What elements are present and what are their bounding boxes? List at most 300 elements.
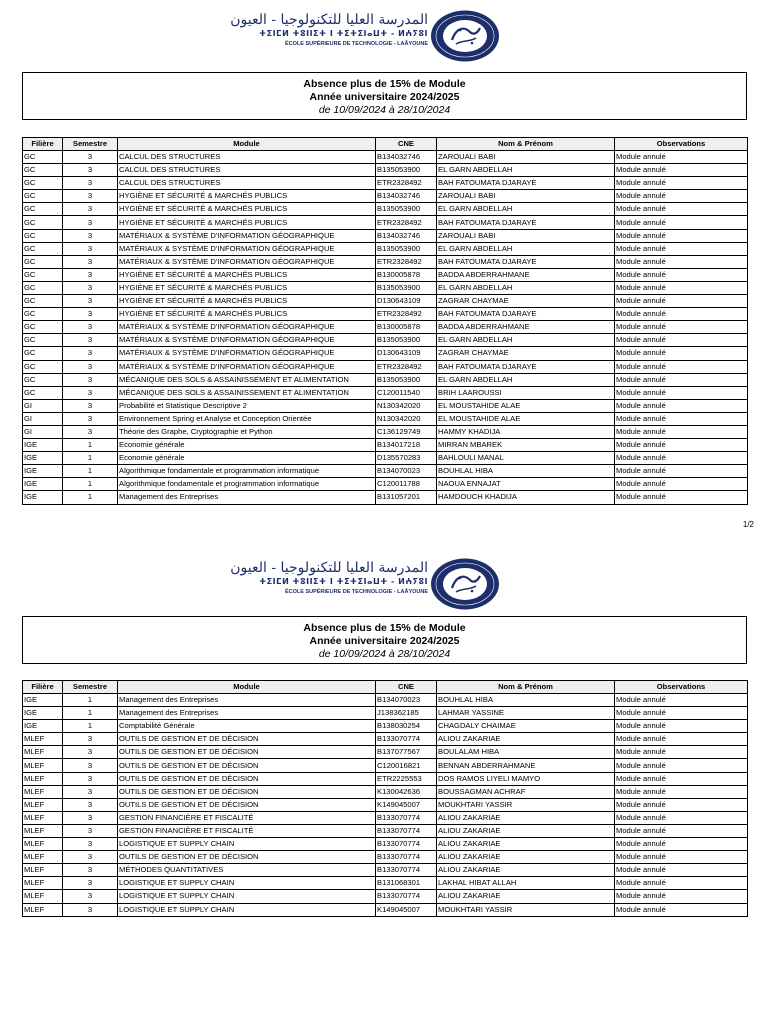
col-header-cne: CNE [376,681,437,694]
cell-nom-prenom: MOUKHTARI YASSIR [437,798,615,811]
cell-module: Algorithmique fondamentale et programmation informatique [118,465,376,478]
cell-module: MATÉRIAUX & SYSTÈME D'INFORMATION GÉOGRAPHIQUE [118,347,376,360]
cell-filiere: MLEF [23,890,63,903]
cell-nom-prenom: BENNAN ABDERRAHMANE [437,759,615,772]
university-seal-icon [430,10,500,62]
cell-nom-prenom: BADDA ABDERRAHMANE [437,268,615,281]
cell-nom-prenom: DOS RAMOS LIYELI MAMYO [437,772,615,785]
table-row [23,720,748,733]
cell-module: MATÉRIAUX & SYSTÈME D'INFORMATION GÉOGRAPHIQUE [118,255,376,268]
cell-module: LOGISTIQUE ET SUPPLY CHAIN [118,838,376,851]
cell-cne: B134032746 [376,151,437,164]
cell-semestre: 3 [63,164,118,177]
cell-observations: Module annulé [615,203,748,216]
cell-nom-prenom: BAHLOULI MANAL [437,452,615,465]
cell-semestre: 3 [63,811,118,824]
table-row [23,151,748,164]
table-row [23,334,748,347]
cell-observations: Module annulé [615,386,748,399]
cell-module: HYGIÈNE ET SÉCURITÉ & MARCHÉS PUBLICS [118,281,376,294]
cell-observations: Module annulé [615,216,748,229]
cell-module: CALCUL DES STRUCTURES [118,164,376,177]
cell-module: CALCUL DES STRUCTURES [118,151,376,164]
cell-semestre: 3 [63,785,118,798]
cell-nom-prenom: ALIOU ZAKARIAE [437,851,615,864]
cell-module: HYGIÈNE ET SÉCURITÉ & MARCHÉS PUBLICS [118,308,376,321]
cell-cne: B133070774 [376,838,437,851]
cell-cne: K149045007 [376,903,437,916]
col-header-module: Module [118,138,376,151]
cell-nom-prenom: EL MOUSTAHIDE ALAE [437,399,615,412]
cell-cne: B138030254 [376,720,437,733]
cell-cne: ETR2225553 [376,772,437,785]
table-row [23,268,748,281]
cell-semestre: 3 [63,229,118,242]
cell-module: HYGIÈNE ET SÉCURITÉ & MARCHÉS PUBLICS [118,190,376,203]
cell-nom-prenom: LAKHAL HIBAT ALLAH [437,877,615,890]
cell-nom-prenom: ALIOU ZAKARIAE [437,890,615,903]
table-row [23,373,748,386]
cell-filiere: GC [23,151,63,164]
school-name-french: ÉCOLE SUPÉRIEURE DE TECHNOLOGIE - LAÂYOUNE [284,589,428,595]
cell-nom-prenom: HAMMY KHADIJA [437,425,615,438]
cell-nom-prenom: NAOUA ENNAJAT [437,478,615,491]
cell-module: GESTION FINANCIÈRE ET FISCALITÉ [118,811,376,824]
absence-table-page-1 [22,137,748,505]
cell-module: LOGISTIQUE ET SUPPLY CHAIN [118,903,376,916]
cell-module: Economie générale [118,439,376,452]
cell-filiere: IGE [23,707,63,720]
cell-module: Management des Entreprises [118,694,376,707]
cell-cne: C120011788 [376,478,437,491]
cell-module: HYGIÈNE ET SÉCURITÉ & MARCHÉS PUBLICS [118,216,376,229]
cell-observations: Module annulé [615,811,748,824]
cell-module: OUTILS DE GESTION ET DE DÉCISION [118,772,376,785]
cell-nom-prenom: EL MOUSTAHIDE ALAE [437,412,615,425]
cell-module: Environnement Spring et Analyse et Conception Orientée [118,412,376,425]
school-name-french: ÉCOLE SUPÉRIEURE DE TECHNOLOGIE - LAÂYOUNE [284,41,428,47]
report-title-box [22,616,747,664]
cell-nom-prenom: CHAGDALY CHAIMAE [437,720,615,733]
cell-filiere: GC [23,268,63,281]
cell-semestre: 3 [63,347,118,360]
cell-module: HYGIÈNE ET SÉCURITÉ & MARCHÉS PUBLICS [118,268,376,281]
cell-nom-prenom: BRIH LAAROUSSI [437,386,615,399]
cell-cne: B134070023 [376,465,437,478]
cell-filiere: IGE [23,452,63,465]
cell-cne: C120011540 [376,386,437,399]
cell-semestre: 1 [63,452,118,465]
cell-semestre: 3 [63,242,118,255]
cell-observations: Module annulé [615,733,748,746]
cell-cne: C120016821 [376,759,437,772]
cell-semestre: 3 [63,772,118,785]
col-header-filiere: Filière [23,138,63,151]
cell-cne: B135053900 [376,203,437,216]
cell-observations: Module annulé [615,864,748,877]
cell-filiere: MLEF [23,824,63,837]
cell-nom-prenom: EL GARN ABDELLAH [437,164,615,177]
cell-semestre: 3 [63,890,118,903]
table-row [23,733,748,746]
cell-observations: Module annulé [615,295,748,308]
cell-module: Probabilité et Statistique Descriptive 2 [118,399,376,412]
cell-observations: Module annulé [615,465,748,478]
table-row [23,281,748,294]
cell-module: LOGISTIQUE ET SUPPLY CHAIN [118,877,376,890]
table-row [23,308,748,321]
table-row [23,439,748,452]
cell-module: LOGISTIQUE ET SUPPLY CHAIN [118,890,376,903]
cell-observations: Module annulé [615,478,748,491]
table-row [23,425,748,438]
cell-observations: Module annulé [615,707,748,720]
cell-nom-prenom: ZAGRAR CHAYMAE [437,347,615,360]
cell-nom-prenom: BOUSSAGMAN ACHRAF [437,785,615,798]
cell-observations: Module annulé [615,838,748,851]
cell-semestre: 3 [63,877,118,890]
cell-observations: Module annulé [615,190,748,203]
cell-module: MATÉRIAUX & SYSTÈME D'INFORMATION GÉOGRAPHIQUE [118,242,376,255]
table-row [23,694,748,707]
table-row [23,203,748,216]
cell-cne: B135053900 [376,334,437,347]
cell-observations: Module annulé [615,824,748,837]
cell-cne: B134032746 [376,229,437,242]
cell-cne: ETR2328492 [376,360,437,373]
cell-module: MÉCANIQUE DES SOLS & ASSAINISSEMENT ET ALIMENTATION [118,386,376,399]
cell-cne: B131068301 [376,877,437,890]
cell-nom-prenom: MIRRAN MBAREK [437,439,615,452]
cell-filiere: MLEF [23,733,63,746]
cell-module: OUTILS DE GESTION ET DE DÉCISION [118,733,376,746]
col-header-nom: Nom & Prénom [437,681,615,694]
cell-cne: B135053900 [376,164,437,177]
cell-observations: Module annulé [615,694,748,707]
cell-observations: Module annulé [615,903,748,916]
table-row [23,242,748,255]
cell-semestre: 3 [63,216,118,229]
col-header-module: Module [118,681,376,694]
cell-cne: K130042636 [376,785,437,798]
cell-filiere: GC [23,360,63,373]
col-header-filiere: Filière [23,681,63,694]
cell-semestre: 3 [63,177,118,190]
cell-filiere: MLEF [23,811,63,824]
cell-semestre: 3 [63,151,118,164]
cell-observations: Module annulé [615,491,748,504]
cell-observations: Module annulé [615,164,748,177]
col-header-observations: Observations [615,138,748,151]
table-row [23,811,748,824]
cell-filiere: IGE [23,491,63,504]
cell-semestre: 3 [63,308,118,321]
cell-semestre: 3 [63,824,118,837]
cell-cne: D135570283 [376,452,437,465]
cell-cne: B137077567 [376,746,437,759]
cell-filiere: IGE [23,465,63,478]
school-name-tifinagh: ⵜⵉⵏⵎⵍ ⵜⵓⵏⵏⵉⵜ ⵏ ⵜⵉⵜⵉⵏⴰⵡⵜ - ⵍⵄⵢⵓⵏ [259,29,428,38]
cell-observations: Module annulé [615,798,748,811]
cell-cne: B133070774 [376,824,437,837]
table-row [23,824,748,837]
cell-observations: Module annulé [615,373,748,386]
cell-filiere: GC [23,177,63,190]
cell-observations: Module annulé [615,255,748,268]
cell-observations: Module annulé [615,399,748,412]
cell-filiere: MLEF [23,903,63,916]
cell-filiere: MLEF [23,746,63,759]
cell-module: GESTION FINANCIÈRE ET FISCALITÉ [118,824,376,837]
cell-filiere: MLEF [23,864,63,877]
cell-semestre: 1 [63,465,118,478]
table-row [23,465,748,478]
cell-cne: B135053900 [376,242,437,255]
table-row [23,877,748,890]
cell-filiere: MLEF [23,759,63,772]
cell-filiere: GC [23,255,63,268]
cell-observations: Module annulé [615,439,748,452]
cell-nom-prenom: BAH FATOUMATA DJARAYE [437,255,615,268]
cell-semestre: 3 [63,798,118,811]
cell-module: OUTILS DE GESTION ET DE DÉCISION [118,798,376,811]
cell-observations: Module annulé [615,321,748,334]
table-row [23,295,748,308]
cell-semestre: 3 [63,746,118,759]
cell-semestre: 1 [63,439,118,452]
table-row [23,785,748,798]
report-title-box [22,72,747,120]
cell-observations: Module annulé [615,851,748,864]
cell-observations: Module annulé [615,177,748,190]
table-row [23,321,748,334]
cell-module: OUTILS DE GESTION ET DE DÉCISION [118,785,376,798]
cell-filiere: GC [23,321,63,334]
table-row [23,386,748,399]
cell-module: MATÉRIAUX & SYSTÈME D'INFORMATION GÉOGRAPHIQUE [118,360,376,373]
cell-module: Management des Entreprises [118,491,376,504]
absence-table-page-2 [22,680,748,917]
cell-nom-prenom: EL GARN ABDELLAH [437,373,615,386]
cell-cne: B134070023 [376,694,437,707]
cell-module: MATÉRIAUX & SYSTÈME D'INFORMATION GÉOGRAPHIQUE [118,229,376,242]
cell-filiere: MLEF [23,851,63,864]
cell-observations: Module annulé [615,746,748,759]
cell-nom-prenom: BAH FATOUMATA DJARAYE [437,360,615,373]
table-header-row [23,681,748,694]
cell-module: Algorithmique fondamentale et programmation informatique [118,478,376,491]
cell-semestre: 1 [63,707,118,720]
table-row [23,491,748,504]
cell-semestre: 1 [63,694,118,707]
cell-nom-prenom: BOUHLAL HIBA [437,465,615,478]
cell-semestre: 3 [63,255,118,268]
cell-nom-prenom: BAH FATOUMATA DJARAYE [437,308,615,321]
cell-module: Comptabilité Générale [118,720,376,733]
table-row [23,452,748,465]
cell-module: CALCUL DES STRUCTURES [118,177,376,190]
cell-filiere: GC [23,203,63,216]
cell-nom-prenom: BAH FATOUMATA DJARAYE [437,216,615,229]
cell-module: MÉTHODES QUANTITATIVES [118,864,376,877]
cell-filiere: IGE [23,720,63,733]
cell-cne: B135053900 [376,373,437,386]
cell-semestre: 1 [63,491,118,504]
school-name-tifinagh: ⵜⵉⵏⵎⵍ ⵜⵓⵏⵏⵉⵜ ⵏ ⵜⵉⵜⵉⵏⴰⵡⵜ - ⵍⵄⵢⵓⵏ [259,577,428,586]
cell-semestre: 3 [63,733,118,746]
cell-cne: B133070774 [376,733,437,746]
table-row [23,890,748,903]
cell-semestre: 3 [63,321,118,334]
cell-semestre: 3 [63,373,118,386]
cell-filiere: MLEF [23,785,63,798]
document-page-2 [0,548,768,1024]
cell-nom-prenom: BAH FATOUMATA DJARAYE [437,177,615,190]
cell-module: HYGIÈNE ET SÉCURITÉ & MARCHÉS PUBLICS [118,295,376,308]
table-row [23,478,748,491]
cell-observations: Module annulé [615,308,748,321]
school-logo [230,558,500,610]
col-header-semestre: Semestre [63,138,118,151]
cell-nom-prenom: BOUHLAL HIBA [437,694,615,707]
cell-filiere: GC [23,229,63,242]
cell-observations: Module annulé [615,334,748,347]
school-name-arabic: المدرسة العليا للتكنولوجيا - العيون [230,12,428,28]
cell-nom-prenom: LAHMAR YASSINE [437,707,615,720]
cell-semestre: 3 [63,386,118,399]
table-row [23,164,748,177]
table-row [23,772,748,785]
cell-nom-prenom: BADDA ABDERRAHMANE [437,321,615,334]
cell-filiere: GC [23,164,63,177]
cell-semestre: 3 [63,864,118,877]
cell-semestre: 3 [63,295,118,308]
cell-filiere: MLEF [23,838,63,851]
table-row [23,216,748,229]
cell-filiere: GC [23,281,63,294]
cell-cne: B133070774 [376,851,437,864]
cell-cne: D130643109 [376,295,437,308]
table-row [23,360,748,373]
page-number: 1/2 [742,520,754,529]
table-row [23,746,748,759]
cell-module: OUTILS DE GESTION ET DE DÉCISION [118,851,376,864]
cell-nom-prenom: MOUKHTARI YASSIR [437,903,615,916]
cell-cne: B134017218 [376,439,437,452]
cell-cne: ETR2328492 [376,216,437,229]
cell-module: HYGIÈNE ET SÉCURITÉ & MARCHÉS PUBLICS [118,203,376,216]
cell-cne: B135053900 [376,281,437,294]
table-row [23,399,748,412]
cell-nom-prenom: EL GARN ABDELLAH [437,242,615,255]
cell-module: OUTILS DE GESTION ET DE DÉCISION [118,746,376,759]
cell-filiere: GC [23,216,63,229]
cell-nom-prenom: ZAROUALI BABI [437,151,615,164]
cell-semestre: 3 [63,360,118,373]
cell-cne: ETR2328492 [376,255,437,268]
table-row [23,707,748,720]
cell-filiere: IGE [23,694,63,707]
table-row [23,347,748,360]
table-row [23,864,748,877]
col-header-cne: CNE [376,138,437,151]
cell-nom-prenom: ZAGRAR CHAYMAE [437,295,615,308]
cell-nom-prenom: EL GARN ABDELLAH [437,334,615,347]
cell-filiere: GI [23,399,63,412]
cell-cne: B133070774 [376,890,437,903]
col-header-semestre: Semestre [63,681,118,694]
cell-filiere: GC [23,334,63,347]
cell-observations: Module annulé [615,425,748,438]
cell-cne: ETR2328492 [376,177,437,190]
cell-cne: N130342020 [376,412,437,425]
cell-nom-prenom: EL GARN ABDELLAH [437,203,615,216]
cell-observations: Module annulé [615,720,748,733]
cell-filiere: IGE [23,439,63,452]
cell-cne: C136129749 [376,425,437,438]
table-row [23,412,748,425]
cell-nom-prenom: ALIOU ZAKARIAE [437,811,615,824]
academic-year: Année universitaire 2024/2025 [309,635,460,647]
cell-observations: Module annulé [615,268,748,281]
date-range: de 10/09/2024 à 28/10/2024 [318,104,451,116]
cell-nom-prenom: ZAROUALI BABI [437,190,615,203]
cell-filiere: GC [23,386,63,399]
cell-semestre: 1 [63,720,118,733]
cell-cne: B133070774 [376,864,437,877]
cell-observations: Module annulé [615,281,748,294]
cell-filiere: GC [23,347,63,360]
cell-semestre: 1 [63,478,118,491]
cell-cne: D130643109 [376,347,437,360]
cell-nom-prenom: ALIOU ZAKARIAE [437,838,615,851]
cell-module: MÉCANIQUE DES SOLS & ASSAINISSEMENT ET ALIMENTATION [118,373,376,386]
cell-cne: K149045007 [376,798,437,811]
cell-semestre: 3 [63,281,118,294]
cell-filiere: GC [23,190,63,203]
table-row [23,177,748,190]
cell-observations: Module annulé [615,759,748,772]
cell-observations: Module annulé [615,890,748,903]
table-header-row [23,138,748,151]
cell-filiere: MLEF [23,772,63,785]
col-header-observations: Observations [615,681,748,694]
cell-filiere: IGE [23,478,63,491]
cell-cne: B130005878 [376,321,437,334]
cell-semestre: 3 [63,412,118,425]
col-header-nom: Nom & Prénom [437,138,615,151]
cell-observations: Module annulé [615,242,748,255]
cell-observations: Module annulé [615,877,748,890]
cell-observations: Module annulé [615,229,748,242]
cell-nom-prenom: EL GARN ABDELLAH [437,281,615,294]
cell-semestre: 3 [63,190,118,203]
table-row [23,851,748,864]
cell-observations: Module annulé [615,785,748,798]
table-row [23,838,748,851]
academic-year: Année universitaire 2024/2025 [309,91,460,103]
cell-module: Economie générale [118,452,376,465]
cell-filiere: GC [23,242,63,255]
cell-cne: B131057201 [376,491,437,504]
date-range: de 10/09/2024 à 28/10/2024 [318,648,451,660]
cell-semestre: 3 [63,838,118,851]
cell-semestre: 3 [63,851,118,864]
cell-filiere: GC [23,295,63,308]
cell-nom-prenom: ZAROUALI BABI [437,229,615,242]
cell-semestre: 3 [63,903,118,916]
cell-semestre: 3 [63,425,118,438]
